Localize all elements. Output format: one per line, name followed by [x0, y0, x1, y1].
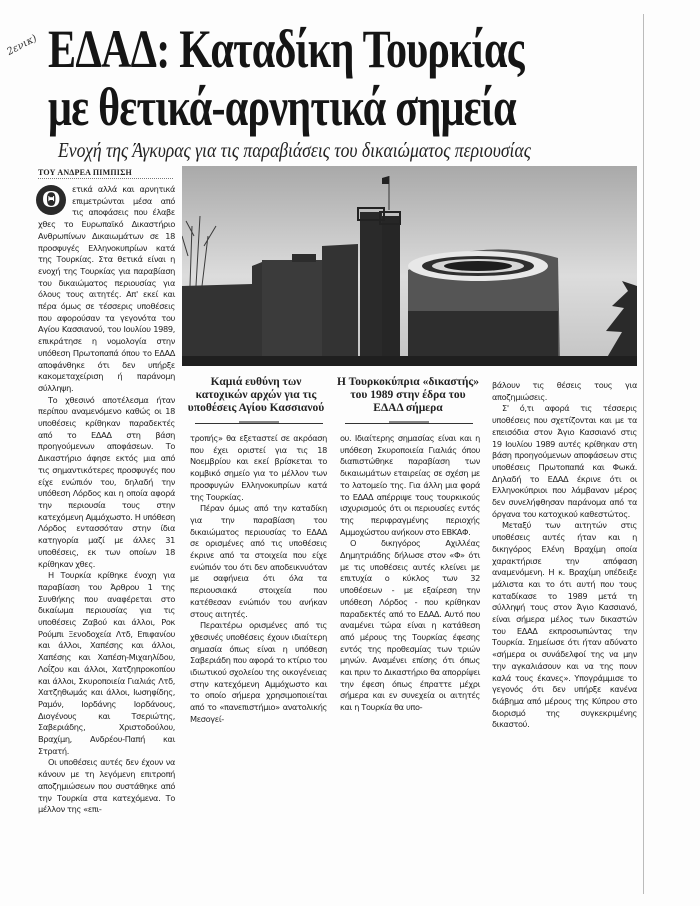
article-paragraph: Σ' ό,τι αφορά τις τέσσερις υποθέσεις που σχετίζονται και με τα επεισόδια στον Άγιο Κασσιανό στις 19 Ιουλίου 1989 αυτές κρίθηκαν στη βάση προηγούμενων αποφάσεων στις υποθέσεις Πρωτοπαπά και Φωκά. Δηλαδή το ΕΔΑΔ έκρινε ότι οι Ελληνοκύπριοι που λάμβαναν μέρος δεν συνελήφθησαν παράνομα από τα όργανα του κατοχικού καθεστώτος.: [492, 403, 637, 519]
article-paragraph: Οι υποθέσεις αυτές δεν έχουν να κάνουν με τη λεγόμενη επιτροπή αποζημιώσεων που συστάθηκε από την Τουρκία στα κατεχόμενα. Το μέλλον της «επι-: [38, 757, 175, 815]
photo-building-rotunda: [262, 260, 322, 366]
article-paragraph: τροπής» θα εξεταστεί σε ακρόαση που έχει οριστεί για τις 18 Νοεμβρίου και εκεί βρίσκεται το κομβικό σημείο για το μέλλον των προσφυγών Ελληνοκυπρίων κατά της Τουρκίας.: [190, 433, 327, 502]
pull-quote-2: Η Τουρκοκύπρια «δικαστής» του 1989 στην έδρα του ΕΔΑΔ σήμερα: [336, 376, 480, 414]
paragraph-text: ετικά αλλά και αρνητικά επιμετρώνται μέσα από τις αποφάσεις που έλαβε χθες το Ευρωπαϊκό Δικαστήριο Ανθρωπίνων Δικαιωμάτων σε 18 προσφυγές Ελληνοκυπρίων κατά της Τουρκίας. Στα θετικά είναι η ενοχή της Τουρκίας για παραβίαση του δικαιώματος περιουσίας για όλους τους αιτητές. Απ' εκεί και πέρα όμως σε τέσσερις υποθέσεις που αφορούσαν τα γεγονότα του Αγίου Κασσιανού, του Ιουλίου 1989, επικράτησε η νομολογία στην υπόθεση Πρωτοπαπά όπου το ΕΔΑΔ αποφάνθηκε ότι δεν υπήρξε κακομεταχείριση ή παράνομη σύλληψη.: [38, 184, 175, 393]
article-paragraph: Πέραν όμως από την καταδίκη για την παραβίαση του δικαιώματος περιουσίας το ΕΔΑΔ σε ορισμένες από τις υποθέσεις έκρινε από τα στοιχεία που είχε ενώπιόν του ότι δεν αποδεικνυόταν με σαφήνεια ότι όλα τα περιουσιακά στοιχεία που κατέθεσαν ενώπιόν του ανήκαν στους αιτητές.: [190, 503, 327, 619]
headline-line-2: με θετικά-αρνητικά σημεία: [48, 77, 516, 137]
photo-roof-element: [292, 254, 316, 262]
photo-ground: [182, 356, 637, 366]
article-column-3: [340, 433, 480, 714]
scan-edge-line: [643, 14, 644, 894]
article-paragraph: Η Τουρκία κρίθηκε ένοχη για παραβίαση του Άρθρου 1 της Συνθήκης που αναφέρεται στο δικαίωμα περιουσίας για τις υποθέσεις Ζαβού και άλλοι, Ροκ Ρούμπι Ξενοδοχεία Λτδ, Επιφανίου και άλλοι, Χαπέσης και άλλοι, Χαπέσης και Χαπέση-Μιχαηλίδου, Λοΐζου και άλλοι, Χατζηπροκοπίου και άλλοι, Σκυροποιεία Γιαλιάς Λτδ, Χατζηθωμάς και άλλοι, Ιωσηφίδης, Ραμόν, Ιορδάνης Ιορδάνους, Διογένους και Τσεριώτης, Σαβεριάδης, Χριστοδούλου, Βραχίμη, Ανδρέου-Παπή και Στρατή.: [38, 570, 175, 756]
photo-tower-2: [382, 216, 400, 366]
headline-line-1: ΕΔΑΔ: Καταδίκη Τουρκίας: [48, 19, 524, 79]
pull-quote-1: Καμιά ευθύνη των κατοχικών αρχών για τις υποθέσεις Αγίου Κασσιανού: [187, 376, 325, 414]
article-paragraph: ου. Ιδιαίτερης σημασίας είναι και η υπόθεση Σκυροποιεία Γιαλιάς όπου διαπιστώθηκε παραβίαση των δικαιωμάτων εταιρείας σε σχέση με το λατομείο της. Για άλλη μια φορά το ΕΔΑΔ απέρριψε τους τουρκικούς ισχυρισμούς ότι οι περιουσίες εντός της περιφραγμένης περιοχής Αμμοχώστου ανήκουν στο ΕΒΚΑΦ.: [340, 433, 480, 537]
byline: ΤΟΥ ΑΝΔΡΕΑ ΠΙΜΠΙΣΗ: [38, 168, 132, 177]
court-building-photo: [182, 166, 637, 366]
photo-illustration: [182, 166, 637, 366]
article-column-2: [190, 433, 327, 726]
headline: [48, 19, 524, 137]
article-paragraph: βάλουν τις θέσεις τους για αποζημιώσεις.: [492, 380, 637, 402]
article-column-4: [492, 380, 637, 731]
article-paragraph: Ο δικηγόρος Αχιλλέας Δημητριάδης δήλωσε στον «Φ» ότι με τις υποθέσεις αυτές κλείνει με επιτυχία ο κύκλος των 32 υποθέσεων - με εξαίρεση την υπόθεση Λόρδος - που κρίθηκαν παραδεκτές από το ΕΔΑΔ. Αυτό που αναμένει τώρα είναι η κατάθεση από μέρους της Τουρκίας έφεσης εντός της προθεσμίας των τριών μηνών. Αναμένει επίσης ότι όπως και πριν το Δικαστήριο θα απορρίψει την έφεση όπως έπραττε μέχρι σήμερα και εν συνεχεία οι αιτητές και η Τουρκία θα υπο-: [340, 538, 480, 713]
article-paragraph: Μεταξύ των αιτητών στις υποθέσεις αυτές ήταν και η δικηγόρος Ελένη Βραχίμη οποία χαρακτήρισε την απόφαση αναμενόμενη. Η κ. Βραχίμη υπέδειξε μάλιστα και το ότι αυτή που τους καταδίκασε το 1989 μετά τη σύλληψή τους στον Άγιο Κασσιανό, είναι σήμερα μέλος των δικαστών του ΕΔΑΔ εκπροσωπώντας την Τουρκία. Σημείωσε ότι ήταν αδύνατο «σήμερα οι συνάδελφοί της να μην την αγκαλιάσουν και να της πουν καλά τους έκανες». Υπογράμμισε το γεγονός ότι δεν υπήρξε κανένα διάβημα από μέρους της Κύπρου στο διορισμό της συγκεκριμένης δικαστού.: [492, 520, 637, 730]
article-paragraph: Περαιτέρω ορισμένες από τις χθεσινές υποθέσεις έχουν ιδιαίτερη σημασία όπως είναι η υπόθεση Σαβεριάδη που αφορά το κτίριο του ιδιωτικού σχολείου της οικογένειας στην κατεχόμενη Αμμόχωστο και το οποίο σήμερα χρησιμοποιείται από το «πανεπιστήμιο» ανατολικής Μεσογεί-: [190, 620, 327, 724]
subheadline: Ενοχή της Άγκυρας για τις παραβιάσεις του δικαιώματος περιουσίας: [58, 138, 531, 162]
article-paragraph: Το χθεσινό αποτέλεσμα ήταν περίπου αναμενόμενο καθώς οι 18 υποθέσεις κρίθηκαν παραδεκτές από το ΕΔΑΔ στη βάση προηγούμενων αποφάσεων. Το Δικαστήριο άφησε εκτός μια από τις σημαντικότερες προσφυγές που είχε ενώπιόν του, δηλαδή την υπόθεση Λόρδος και η οποία αφορά την περιουσία τους στην κατεχόμενη Αμμόχωστο. Η υπόθεση Λόρδος εντασσόταν στην ίδια κατηγορία μαζί με άλλες 31 υποθέσεις, εκ των οποίων 18 κρίθηκαν χθες.: [38, 394, 175, 569]
drop-cap: Θ: [36, 185, 66, 215]
photo-tower-1: [360, 212, 382, 366]
handwritten-note: 2ενικ): [5, 33, 39, 58]
article-paragraph: [38, 184, 175, 395]
pull-quote-1-rule: [195, 423, 323, 425]
photo-roof-center: [444, 261, 512, 271]
article-column-1: [38, 184, 175, 816]
pull-quote-2-rule: [345, 423, 473, 425]
byline-divider: [38, 178, 173, 179]
